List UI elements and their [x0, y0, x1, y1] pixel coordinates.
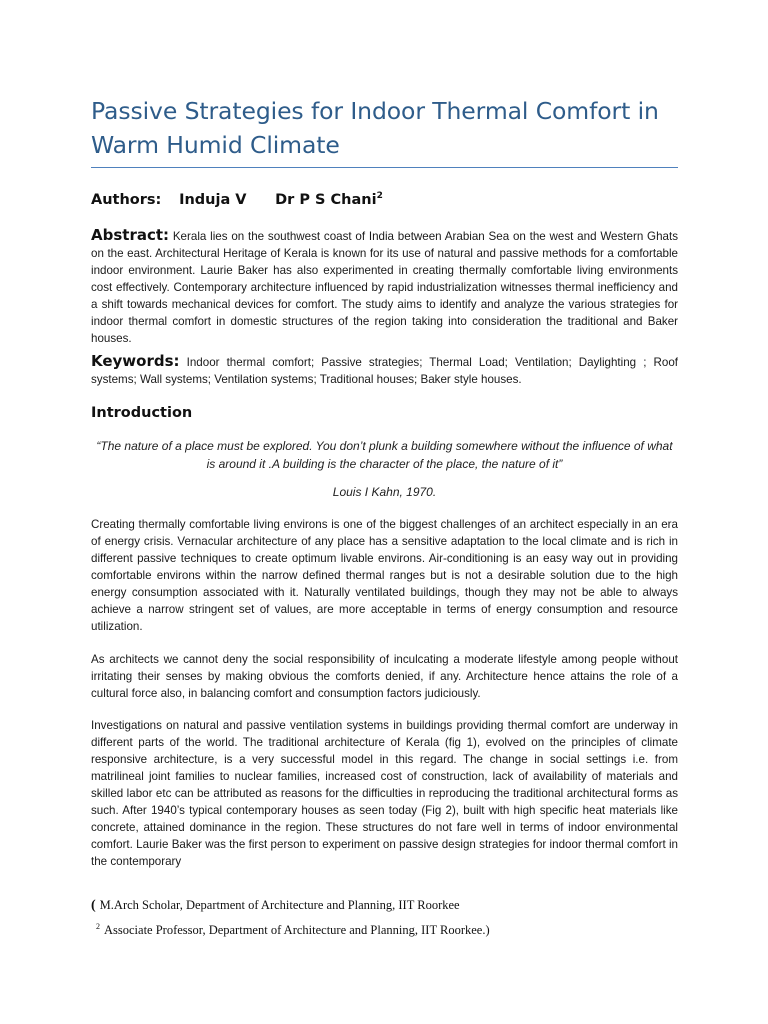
abstract [91, 227, 678, 347]
author-2-footnote-mark: 2 [376, 191, 383, 201]
author-2 [275, 191, 383, 208]
title-divider [91, 167, 678, 168]
author-1: Induja V [179, 192, 247, 208]
keywords-text: Indoor thermal comfort; Passive strategies; Thermal Load; Ventilation; Daylighting ; Roof systems; Wall systems; Ventilation systems; Traditional houses; Baker style houses. [91, 356, 678, 386]
abstract-text: Kerala lies on the southwest coast of India between Arabian Sea on the west and Western Ghats on the east. Architectural Heritage of Kerala is known for its use of natural and passive methods for a comfortable indoor environment. Laurie Baker has also experimented in creating thermally comfortable living environments cost effectively. Contemporary architecture influenced by rapid industrialization witnesses thermal inefficiency and a shift towards mechanical devices for comfort. The study aims to identify and analyze the various strategies for indoor thermal comfort in domestic structures of the region taking into consideration the traditional and Baker houses. [91, 230, 678, 345]
paper-title: Passive Strategies for Indoor Thermal Comfort in Warm Humid Climate [91, 97, 659, 159]
footnote-2-text: Associate Professor, Department of Architecture and Planning, IIT Roorkee.) [104, 923, 490, 937]
author-2-name: Dr P S Chani [275, 192, 377, 208]
abstract-label: Abstract: [91, 226, 170, 244]
introduction-heading: Introduction [91, 405, 193, 421]
footnote-open-paren: ( [91, 898, 96, 913]
authors-line [91, 191, 681, 208]
footnote-2 [96, 922, 696, 938]
intro-paragraph-2: As architects we cannot deny the social responsibility of inculcating a moderate lifestyle among people without irritating their senses by making obvious the comforts denied, if any. Architecture hence attains the role of a cultural force also, in balancing comfort and consumption factors judiciously. [91, 653, 678, 700]
footnote-1 [91, 898, 691, 914]
intro-paragraph-1: Creating thermally comfortable living environs is one of the biggest challenges of an architect especially in an era of energy crisis. Vernacular architecture of any place has a sensitive adaptation to the local climate and is rich in different passive techniques to create optimum livable environs. Air-conditioning is an easy way out in providing comfortable environs within the narrow defined thermal ranges but is not a desirable solution due to the high energy consumption associated with it. Naturally ventilated buildings, though they may not be able to always achieve a narrow stringent set of values, are more acceptable in terms of energy consumption and resource utilization. [91, 518, 678, 633]
keywords [91, 353, 678, 388]
epigraph-citation: Louis I Kahn, 1970. [332, 485, 437, 499]
footnote-2-mark: 2 [96, 922, 100, 931]
authors-label: Authors: [91, 192, 162, 208]
keywords-label: Keywords: [91, 352, 180, 370]
epigraph-quote: “The nature of a place must be explored. You don’t plunk a building somewhere without the influence of what is around it .A building is the character of the place, the nature of it” [96, 439, 673, 471]
intro-paragraph-3: Investigations on natural and passive ventilation systems in buildings providing thermal comfort are underway in different parts of the world. The traditional architecture of Kerala (fig 1), evolved on the principles of climate responsive architecture, is a very successful model in this regard. The change in social settings i.e. from matrilineal joint families to nuclear families, increased cost of construction, lack of availability of materials and skilled labor etc can be attributed as reasons for the difficulties in reproducing the traditional architectural forms as such. After 1940’s typical contemporary houses as seen today (Fig 2), built with high specific heat materials like concrete, attained dominance in the region. These structures do not fare well in terms of indoor environmental comfort. Laurie Baker was the first person to experiment on passive design strategies for indoor thermal comfort in the contemporary [91, 719, 678, 868]
footnote-1-text: M.Arch Scholar, Department of Architecture and Planning, IIT Roorkee [99, 898, 460, 912]
